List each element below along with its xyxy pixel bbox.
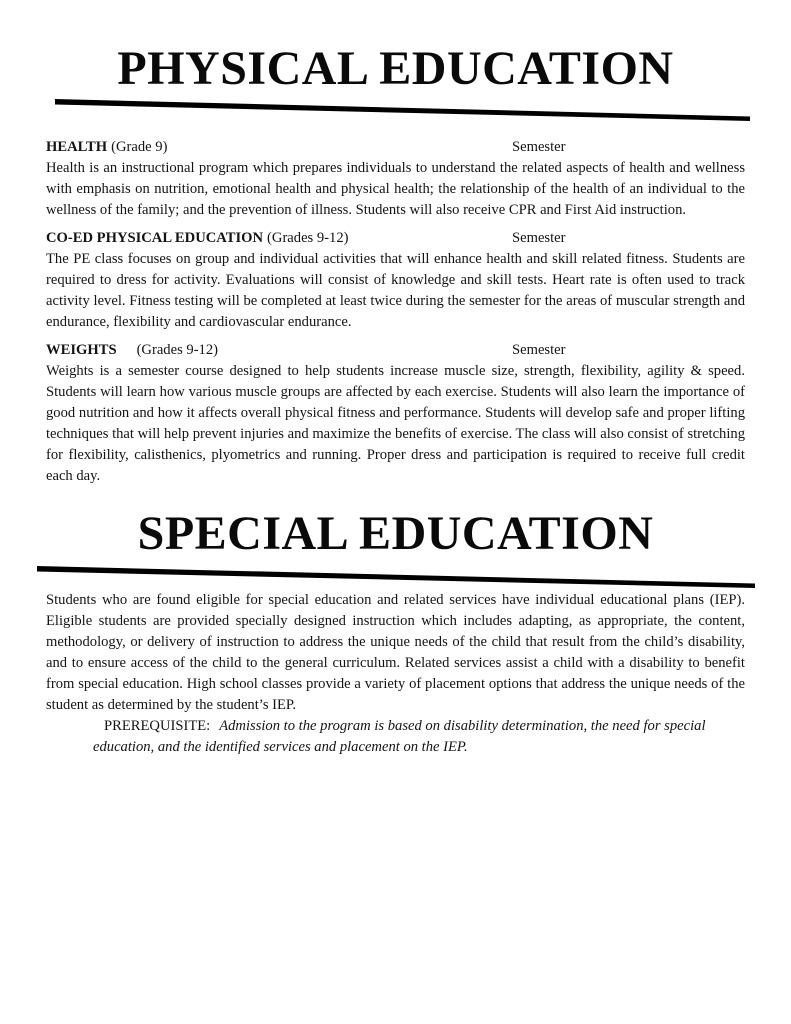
course-grades: (Grades 9-12) <box>136 342 219 359</box>
course-name: HEALTH <box>46 139 108 156</box>
course-description: The PE class focuses on group and individual activities that will enhance health and skill related fitness. Students are required to dress for activity. Evaluations will consist of knowledge and skill tests. Heart rate is often used to track activity level. Fitness testing will be completed at least twice during the semester for the areas of muscular strength and endurance, flexibility and cardiovascular endurance. <box>46 251 745 331</box>
special-education-intro: Students who are found eligible for special education and related services have individual educational plans (IEP). Eligible students are provided specially designed instruction which includes adapting, as appropriate, the content, methodology, or delivery of instruction to address the unique needs of the child that result from the child’s disability, and to ensure access of the child to the general curriculum. Related services assist a child with a disability to benefit from special education. High school classes provide a variety of placement options that address the unique needs of the student as determined by the student’s IEP. <box>46 591 745 713</box>
course-heading <box>46 137 745 158</box>
course-entry-weights <box>46 340 745 487</box>
course-description: Weights is a semester course designed to help students increase muscle size, strength, flexibility, agility & speed. Students will learn how various muscle groups are affected by each exercise. Students will also learn the importance of good nutrition and how it affects overall physical fitness and performance. Students will develop safe and proper lifting techniques that will help prevent injuries and maximize the benefits of exercise. The class will also consist of stretching for flexibility, calisthenics, plyometrics and running. Proper dress and participation is required to receive full credit each day. <box>46 363 745 485</box>
course-heading <box>46 228 745 249</box>
physical-education-section <box>0 137 791 487</box>
physical-education-title: PHYSICAL EDUCATION <box>117 42 674 95</box>
special-education-underline-rule <box>0 563 791 589</box>
course-term: Semester <box>512 230 566 247</box>
prerequisite-paragraph <box>93 716 745 758</box>
course-term: Semester <box>512 139 566 156</box>
course-term: Semester <box>512 342 566 359</box>
course-name: WEIGHTS <box>46 342 117 359</box>
special-education-section <box>0 590 791 758</box>
course-grades: (Grades 9-12) <box>267 230 349 247</box>
physical-education-underline-rule <box>0 97 791 123</box>
prerequisite-text: Admission to the program is based on disability determination, the need for special education, and the identified services and placement on the IEP. <box>93 717 706 755</box>
course-description: Health is an instructional program which prepares individuals to understand the related aspects of health and wellness with emphasis on nutrition, emotional health and physical health; the relationship of the health of an individual to the wellness of the family; and the prevention of illness. Students will also receive CPR and First Aid instruction. <box>46 160 745 219</box>
course-grades: (Grade 9) <box>111 139 168 156</box>
special-education-title: SPECIAL EDUCATION <box>137 507 654 561</box>
prerequisite-label: PREREQUISITE: <box>104 717 211 734</box>
course-name: CO-ED PHYSICAL EDUCATION <box>46 230 264 247</box>
course-list <box>46 137 745 487</box>
course-entry-health <box>46 137 745 221</box>
course-entry-coed-pe <box>46 228 745 333</box>
course-heading <box>46 340 745 361</box>
